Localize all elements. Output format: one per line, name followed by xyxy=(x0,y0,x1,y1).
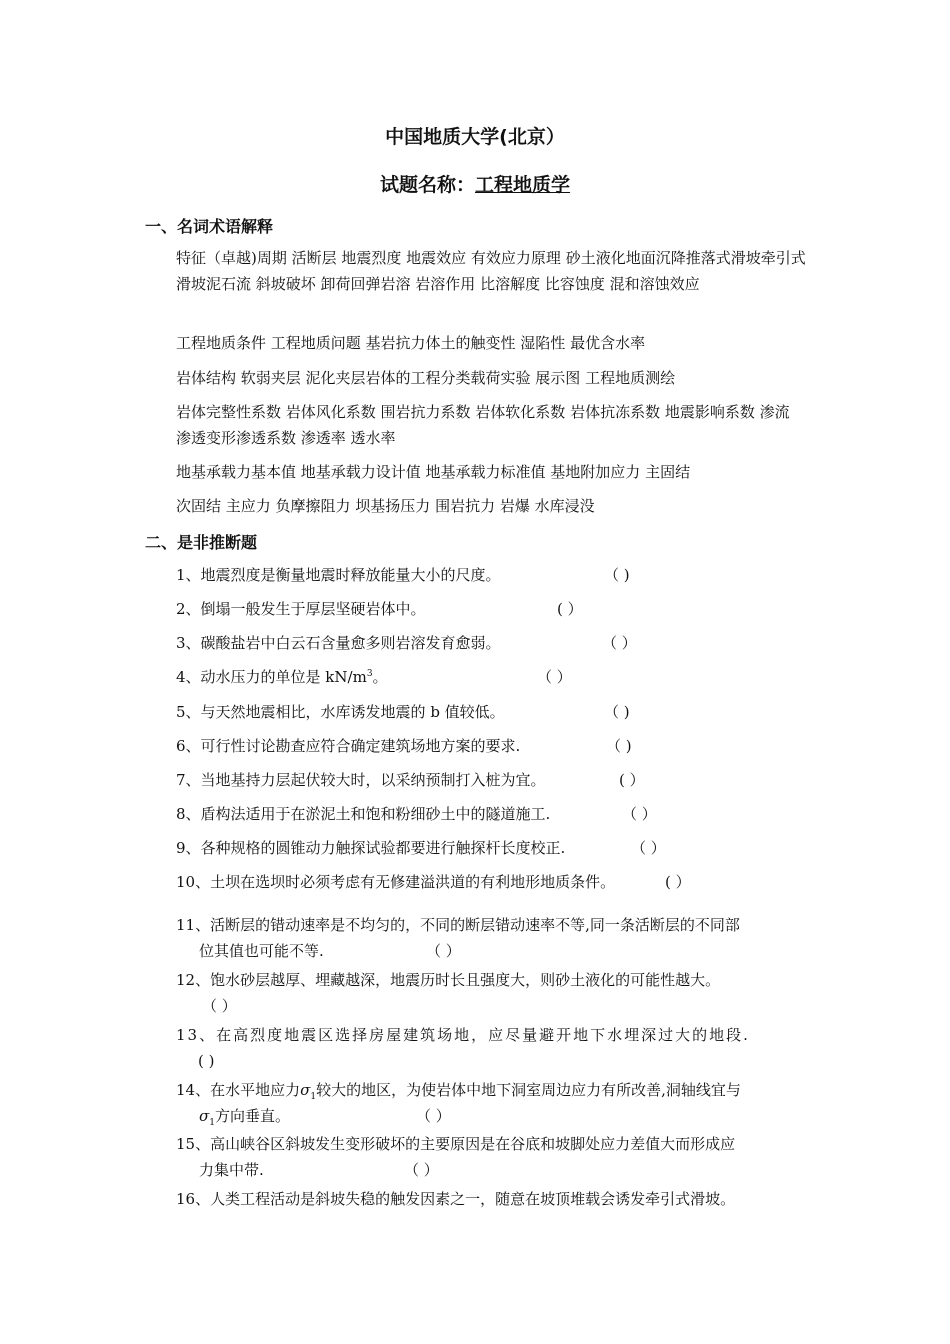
question-text: 6、可行性讨论勘查应符合确定建筑场地方案的要求. xyxy=(176,737,521,755)
terms-paragraph: 次固结 主应力 负摩擦阻力 坝基扬压力 围岩抗力 岩爆 水库浸没 xyxy=(176,497,595,515)
answer-blank: （ ） xyxy=(622,805,657,823)
question-text: 7、当地基持力层起伏较大时，以采纳预制打入桩为宜。 xyxy=(176,771,546,789)
question-text: 较大的地区，为使岩体中地下洞室周边应力有所改善,洞轴线宜与 xyxy=(316,1081,741,1099)
question-text: 11、活断层的错动速率是不均匀的，不同的断层错动速率不等,同一条活断层的不同部 xyxy=(176,916,740,934)
question-item xyxy=(176,1077,808,1129)
answer-blank: ( ） xyxy=(619,771,645,789)
question-text: 10、土坝在选坝时必须考虑有无修建溢洪道的有利地形地质条件。 xyxy=(176,873,616,891)
section-1-title: 一、名词术语解释 xyxy=(145,217,274,236)
terms-paragraph: 岩体完整性系数 岩体风化系数 围岩抗力系数 岩体软化系数 岩体抗冻系数 地震影响系数 渗流 渗透变形渗透系数 渗透率 透水率 xyxy=(176,403,790,447)
question-text: 4、动水压力的单位是 kN/m xyxy=(176,668,367,686)
question-item xyxy=(176,1186,808,1212)
question-item xyxy=(176,699,808,725)
question-text: 2、倒塌一般发生于厚层坚硬岩体中。 xyxy=(176,600,426,618)
question-text: 力集中带. xyxy=(199,1161,264,1179)
question-item xyxy=(176,967,808,1019)
terms-paragraph: 地基承载力基本值 地基承载力设计值 地基承载力标准值 基地附加应力 主固结 xyxy=(176,463,691,481)
question-text: 位其值也可能不等. xyxy=(199,942,324,960)
answer-blank: （ ） xyxy=(631,839,666,857)
question-item xyxy=(176,1022,808,1074)
question-text: 14、在水平地应力 xyxy=(176,1081,301,1099)
question-item xyxy=(176,912,808,964)
question-item xyxy=(176,1131,808,1183)
question-item xyxy=(176,801,808,827)
question-item xyxy=(176,733,808,759)
terms-paragraph: 特征（卓越)周期 活断层 地震烈度 地震效应 有效应力原理 砂土液化地面沉降推落式滑坡牵引式滑坡泥石流 斜坡破坏 卸荷回弹岩溶 岩溶作用 比溶解度 比容蚀度 混和溶蚀效应 xyxy=(176,249,806,293)
question-text: 9、各种规格的圆锥动力触探试验都要进行触探杆长度校正. xyxy=(176,839,566,857)
answer-blank: （ ) xyxy=(606,737,632,755)
answer-blank: ( ) xyxy=(198,1052,215,1070)
university-title: 中国地质大学(北京） xyxy=(385,126,565,148)
question-text: 1、地震烈度是衡量地震时释放能量大小的尺度。 xyxy=(176,566,501,584)
question-text: 16、人类工程活动是斜坡失稳的触发因素之一，随意在坡顶堆载会诱发牵引式滑坡。 xyxy=(176,1190,736,1208)
question-text: 。 xyxy=(372,668,388,686)
exam-subject: 工程地质学 xyxy=(475,174,571,196)
sigma-symbol: $\sigma_1$ xyxy=(199,1107,215,1128)
answer-blank: （ ） xyxy=(416,1107,451,1125)
exam-title xyxy=(0,170,950,197)
question-text: 3、碳酸盐岩中白云石含量愈多则岩溶发育愈弱。 xyxy=(176,634,501,652)
exam-label: 试题名称： xyxy=(379,174,475,196)
section-2-title: 二、是非推断题 xyxy=(145,533,258,552)
question-text: 8、盾构法适用于在淤泥土和饱和粉细砂土中的隧道施工. xyxy=(176,805,551,823)
answer-blank: （ ） xyxy=(602,634,637,652)
answer-blank: （ ) xyxy=(604,703,630,721)
question-item xyxy=(176,562,808,588)
answer-blank: （ ） xyxy=(426,942,461,960)
answer-blank: ( ） xyxy=(665,873,691,891)
question-item xyxy=(176,767,808,793)
sigma-symbol: $\sigma_1$ xyxy=(300,1081,317,1102)
question-item xyxy=(176,869,808,895)
answer-blank: ( ） xyxy=(557,600,583,618)
superscript: 3 xyxy=(366,669,373,679)
terms-paragraph: 岩体结构 软弱夹层 泥化夹层岩体的工程分类载荷实验 展示图 工程地质测绘 xyxy=(176,369,676,387)
question-text: 13、在高烈度地震区选择房屋建筑场地，应尽量避开地下水埋深过大的地段. xyxy=(176,1026,750,1044)
answer-blank: （ ） xyxy=(404,1161,439,1179)
terms-paragraph: 工程地质条件 工程地质问题 基岩抗力体土的触变性 湿陷性 最优含水率 xyxy=(176,334,646,352)
answer-blank: （ ） xyxy=(202,997,237,1015)
question-item xyxy=(176,630,808,656)
question-item xyxy=(176,664,808,690)
question-item xyxy=(176,835,808,861)
question-item xyxy=(176,596,808,622)
answer-blank: （ ） xyxy=(537,668,572,686)
question-text: 方向垂直。 xyxy=(214,1107,290,1125)
answer-blank: （ ) xyxy=(604,566,630,584)
question-text: 5、与天然地震相比，水库诱发地震的 b 值较低。 xyxy=(176,703,505,721)
question-text: 12、饱水砂层越厚、埋藏越深，地震历时长且强度大，则砂土液化的可能性越大。 xyxy=(176,971,721,989)
question-text: 15、高山峡谷区斜坡发生变形破坏的主要原因是在谷底和坡脚处应力差值大而形成应 xyxy=(176,1135,736,1153)
